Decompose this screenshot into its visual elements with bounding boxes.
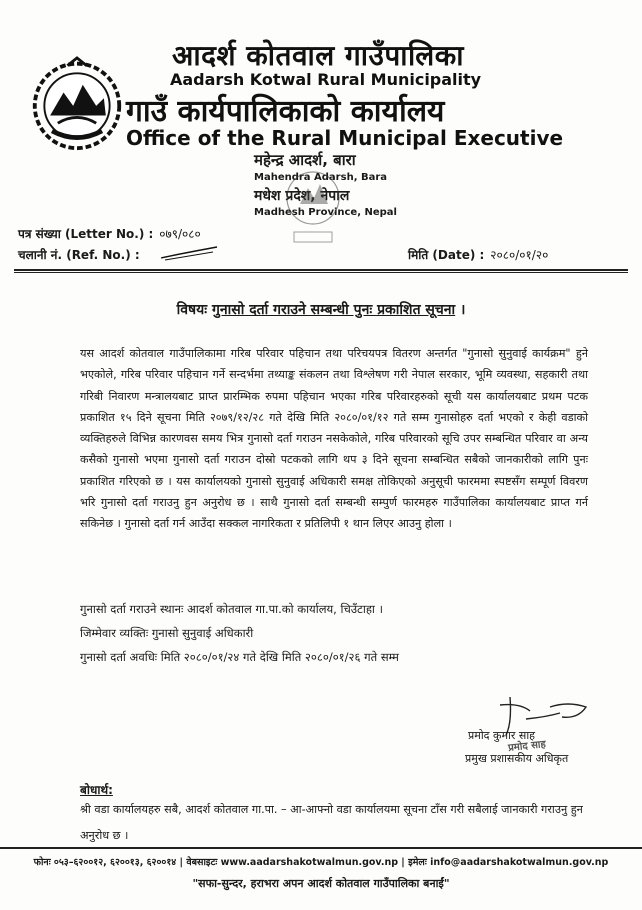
footer-divider	[0, 847, 642, 849]
letter-number	[18, 225, 201, 242]
header-divider	[14, 269, 628, 271]
officer-name-stamp: प्रमोद साह	[507, 739, 547, 754]
responsible-person: जिम्मेवार व्यक्तिः गुनासो सुनुवाई अधिकारी	[80, 626, 254, 640]
office-name-en: Office of the Rural Municipal Executive	[126, 126, 564, 150]
cc-label: बोधार्थ:	[80, 783, 113, 797]
date-label: मिति (Date) :	[408, 248, 485, 262]
letter-number-value: ०७९/०८०	[159, 227, 201, 241]
office-stamp	[272, 158, 354, 250]
header-divider-thin	[14, 272, 628, 273]
letter-number-label: पत्र संख्या (Letter No.) :	[18, 227, 154, 241]
ref-number-label: चलानी नं. (Ref. No.) :	[18, 248, 140, 262]
province-np: मधेश प्रदेश, नेपाल	[254, 188, 350, 204]
footer-slogan: "सफा-सुन्दर, हराभरा अपन आदर्श कोतवाल गाउँपालिका बनाईं"	[192, 877, 450, 890]
municipality-name-en: Aadarsh Kotwal Rural Municipality	[170, 70, 482, 89]
date-value: २०८०/०१/२०	[490, 248, 549, 262]
signatory-title: प्रमुख प्रशासकीय अधिकृत	[465, 752, 569, 765]
date	[408, 246, 548, 263]
subject-suffix: ।	[460, 302, 466, 318]
ref-number	[18, 246, 140, 263]
footer-contact: फोनः ०५३–६२००१२, ६२००१३, ६२००१४ | वेबसाइटः www.aadarshakotwalmun.gov.np | इमेलः info@aadarshakotwalmun.gov.np	[33, 857, 609, 868]
nepal-emblem-icon	[28, 56, 126, 152]
province-en: Madhesh Province, Nepal	[254, 207, 397, 218]
subject-line	[0, 300, 642, 319]
subject-title: गुनासो दर्ता गराउने सम्बन्धी पुनः प्रकाशित सूचना	[211, 302, 456, 318]
registration-period: गुनासो दर्ता अवधिः मिति २०८०/०१/२४ गते देखि मिति २०८०/०१/२६ गते सम्म	[80, 650, 399, 664]
signatory-name: प्रमोद कुमार साह	[468, 729, 536, 742]
subject-prefix: विषयः	[176, 302, 208, 318]
notice-body: यस आदर्श कोतवाल गाउँपालिकामा गरिब परिवार पहिचान तथा परिचयपत्र वितरण अन्तर्गत "गुनासो सुनुवाई कार्यक्रम" हुने भएकोले, गरिब परिवार पहिचान गर्ने सन्दर्भमा तथ्याङ्क संकलन तथा विश्लेषण गरी नेपाल सरकार, भूमि व्यवस्था, सहकारी तथा गरिबी निवारण मन्त्रालयबाट प्राप्त प्रारम्भिक रुपमा पहिचान भएका गरिब परिवारहरुको सूची यस कार्यालयबाट प्रथम पटक प्रकाशित १५ दिने सूचना मिति २०७९/१२/२८ गते देखि मिति २०८०/०१/१२ गते सम्म गुनासोहरु दर्ता भएको र केही वडाको व्यक्तिहरुले विभिन्न कारणवस समय भित्र गुनासो दर्ता गराउन नसकेकोले, गरिब परिवारको सूचि उपर सम्बन्धित परिवार वा अन्य कसैको गुनासो भएमा गुनासो दर्ता गराउन दोस्रो पटकको लागि थप ३ दिने सूचना सम्बन्धित सबैको जानकारीको लागि पुनः प्रकाशित गरिएको छ । यस कार्यालयको गुनासो सुनुवाई अधिकारी समक्ष तोकिएको अनुसूची फारममा स्पष्टसँग सम्पूर्ण विवरण भरि गुनासो दर्ता गराउनु हुन अनुरोध छ । साथै गुनासो दर्ता सम्बन्धी सम्पुर्ण फारमहरु गाउँपालिका कार्यालयबाट प्राप्त गर्न सकिनेछ । गुनासो दर्ता गर्न आउँदा सक्कल नागरिकता र प्रतिलिपी १ थान लिएर आउनु होला ।	[80, 347, 588, 531]
registration-location: गुनासो दर्ता गराउने स्थानः आदर्श कोतवाल गा.पा.को कार्यालय, चिउँटाहा ।	[80, 602, 383, 616]
office-name-np: गाउँ कार्यपालिकाको कार्यालय	[126, 94, 445, 129]
address-en: Mahendra Adarsh, Bara	[254, 172, 388, 183]
municipality-name-np: आदर्श कोतवाल गाउँपालिका	[172, 39, 465, 72]
cc-text: श्री वडा कार्यालयहरु सबै, आदर्श कोतवाल गा.पा. – आ-आफ्नो वडा कार्यालयमा सूचना टाँस गरी सबैलाई जानकारी गराउनु हुन अनुरोध छ ।	[80, 803, 583, 842]
address-np: महेन्द्र आदर्श, बारा	[254, 151, 356, 169]
ref-number-scribble	[159, 244, 219, 262]
